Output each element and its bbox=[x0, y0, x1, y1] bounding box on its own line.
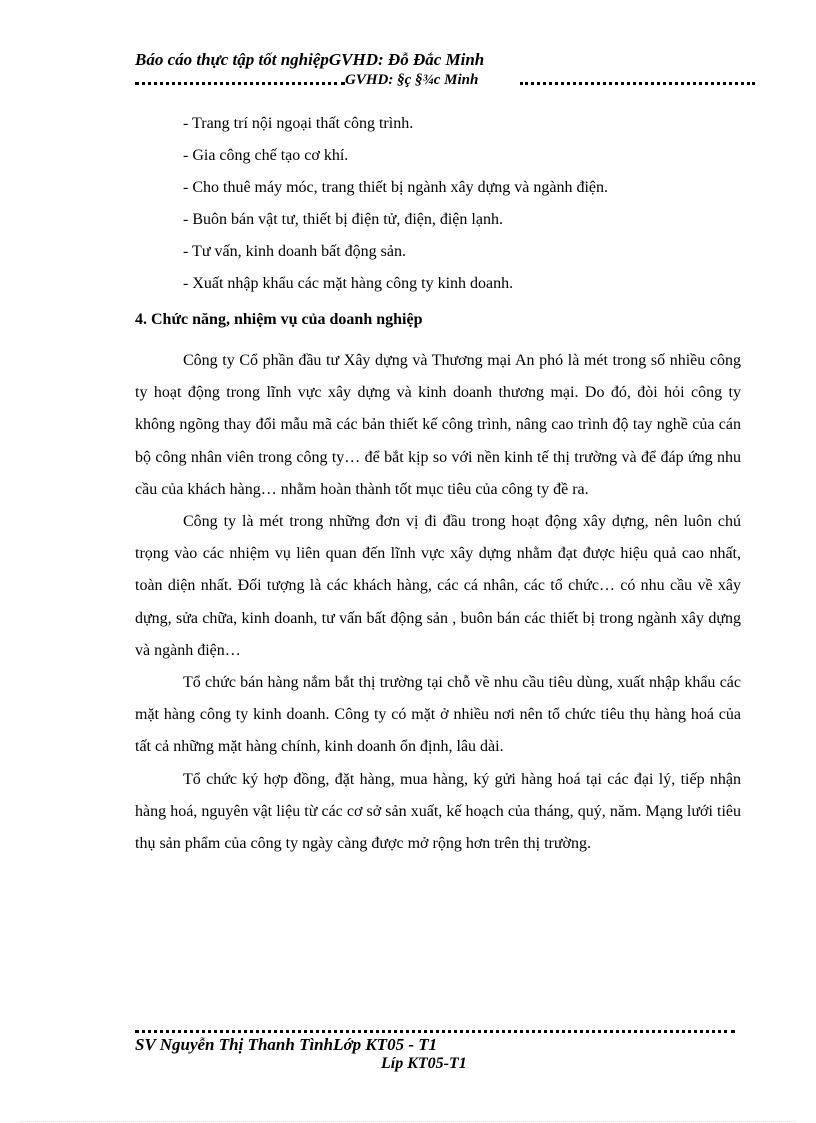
list-item: - Gia công chế tạo cơ khí. bbox=[183, 147, 349, 164]
list-item: - Xuất nhập khẩu các mặt hàng công ty kinh doanh. bbox=[183, 275, 514, 292]
section-heading: 4. Chức năng, nhiệm vụ của doanh nghiệp bbox=[135, 311, 423, 328]
header-dotted-rule-left bbox=[135, 82, 345, 85]
section-body bbox=[135, 345, 741, 860]
list-item: - Tư vấn, kinh doanh bất động sản. bbox=[183, 243, 407, 260]
header-title: Báo cáo thực tập tốt nghiệpGVHD: Đỗ Đắc Minh bbox=[135, 50, 485, 69]
paragraph: Tổ chức bán hàng nắm bắt thị trường tại chỗ về nhu cầu tiêu dùng, xuất nhập khẩu các mặt hàng công ty kinh doanh. Công ty có mặt ở nhiều nơi nên tổ chức tiêu thụ hàng hoá của tất cả những mặt hàng chính, kinh doanh ổn định, lâu dài. bbox=[135, 674, 741, 756]
header-supervisor: GVHD: §ç §¾c Minh bbox=[345, 72, 479, 88]
list-item: - Trang trí nội ngoại thất công trình. bbox=[183, 115, 414, 132]
footer-class: Líp KT05-T1 bbox=[381, 1055, 467, 1072]
paragraph: Tổ chức ký hợp đồng, đặt hàng, mua hàng, ký gửi hàng hoá tại các đại lý, tiếp nhận hàng hoá, nguyên vật liệu từ các cơ sở sản xuất, kế hoạch của tháng, quý, năm. Mạng lưới tiêu thụ sản phẩm của công ty ngày càng được mở rộng hơn trên thị trường. bbox=[135, 770, 741, 853]
list-item: - Buôn bán vật tư, thiết bị điện tử, điện, điện lạnh. bbox=[183, 211, 503, 228]
page-edge-rule bbox=[20, 1121, 796, 1122]
business-lines-list bbox=[183, 113, 608, 305]
list-item: - Cho thuê máy móc, trang thiết bị ngành xây dựng và ngành điện. bbox=[183, 179, 609, 196]
paragraph: Công ty là mét trong những đơn vị đi đầu trong hoạt động xây dựng, nên luôn chú trọng vào các nhiệm vụ liên quan đến lĩnh vực xây dựng nhằm đạt được hiệu quả cao nhất, toàn diện nhất. Đối tượng là các khách hàng, các cá nhân, các tổ chức… có nhu cầu về xây dựng, sửa chữa, kinh doanh, tư vấn bất động sản , buôn bán các thiết bị trong ngành xây dựng và ngành điện… bbox=[135, 513, 741, 659]
paragraph: Công ty Cổ phần đầu tư Xây dựng và Thương mại An phó là mét trong số nhiều công ty hoạt động trong lĩnh vực xây dựng và kinh doanh thương mại. Do đó, đòi hỏi công ty không ngõng thay đổi mẫu mã các bản thiết kế công trình, nâng cao trình độ tay nghề của cán bộ công nhân viên trong công ty… để bắt kịp so với nền kinh tế thị trường và để đáp ứng nhu cầu của khách hàng… nhằm hoàn thành tốt mục tiêu của công ty đề ra. bbox=[135, 352, 741, 498]
footer-dotted-rule bbox=[135, 1030, 735, 1033]
footer-student: SV Nguyễn Thị Thanh TìnhLớp KT05 - T1 bbox=[135, 1035, 438, 1054]
header-dotted-rule-right bbox=[520, 82, 755, 85]
